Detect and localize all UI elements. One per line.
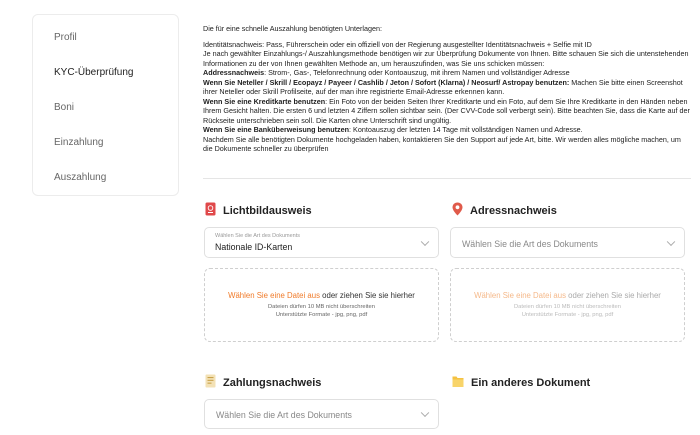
sidebar bbox=[32, 14, 179, 196]
sidebar-item-kyc[interactable]: KYC-Überprüfung bbox=[54, 67, 134, 78]
payment-document-select[interactable] bbox=[204, 399, 439, 429]
photo-id-choose-file-link[interactable]: Wählen Sie eine Datei aus bbox=[228, 291, 320, 300]
address-title: Adressnachweis bbox=[452, 202, 557, 219]
address-choose-file-link[interactable]: Wählen Sie eine Datei aus bbox=[474, 291, 566, 300]
divider bbox=[203, 178, 691, 179]
address-dropzone[interactable]: Wählen Sie eine Datei aus oder ziehen Sie sie hierher Dateien dürfen 10 MB nicht überschreiten Unterstützte Formate - jpg, png, pdf bbox=[450, 268, 685, 342]
photo-id-document-select[interactable] bbox=[204, 227, 439, 258]
ewallet-info: Wenn Sie Neteller / Skrill / Ecopayz / Payeer / Cashlib / Jeton / Sofort (Klarna) / Neosurf/ Astropay benutzen: Machen Sie bitte einen Screenshot ihrer Neteller oder Skrill Profilseite, auf der man ihre registrierte Email-Adresse erkennen kann. bbox=[203, 77, 683, 96]
identity-info: Identitätsnachweis: Pass, Führerschein oder ein offiziell von der Regierung ausgestellter Identitätsnachweis + Selfie mit ID bbox=[203, 39, 592, 49]
bank-info: Wenn Sie eine Banküberweisung benutzen: Kontoauszug der letzten 14 Tage mit vollständigen Namen und Adresse. bbox=[203, 125, 583, 134]
photo-id-select-label: Wählen Sie die Art des Dokuments bbox=[215, 233, 300, 239]
address-info: Addressnachweis: Strom-, Gas-, Telefonrechnung oder Kontoauszug, mit ihrem Namen und vollständiger Adresse bbox=[203, 68, 570, 77]
photo-id-select-value: Nationale ID-Karten bbox=[215, 242, 293, 252]
receipt-icon bbox=[205, 374, 216, 391]
location-pin-icon bbox=[452, 202, 463, 219]
card-info: Wenn Sie eine Kreditkarte benutzen: Ein Foto von der beiden Seiten Ihrer Kreditkarte und ein Foto, auf dem Sie Ihre Kreditkarte in den Händen neben Ihrem Gesicht halten. Die ersten 6 und letzten 4 Ziffern sollen sichtbar sein. (Der CVV-Code soll verbergt sein). Bitte beachten Sie, dass die Karte auf der Rückseite unterschrieben sein soll. Die Karten ohne Unterschrift sind ungültig. bbox=[203, 96, 690, 125]
address-formats: Unterstützte Formate - jpg, png, pdf bbox=[521, 312, 614, 318]
payment-select-placeholder: Wählen Sie die Art des Dokuments bbox=[216, 410, 352, 420]
method-info: Je nach gewählter Einzahlungs-/ Auszahlungsmethode benötigen wir zur Überprüfung Dokumente von Ihnen. Bitte schauen Sie sich die untenstehenden Informationen zu der von Ihnen gewählten Methode an, um herauszufinden, was Sie uns schicken müssen: bbox=[203, 49, 689, 68]
intro-heading: Die für eine schnelle Auszahlung benötigten Unterlagen: bbox=[203, 24, 383, 33]
folder-icon bbox=[452, 374, 464, 391]
chevron-down-icon bbox=[421, 409, 429, 417]
sidebar-item-auszahlung[interactable]: Auszahlung bbox=[54, 172, 107, 183]
closing-info: Nachdem Sie alle benötigten Dokumente hochgeladen haben, kontaktieren Sie den Support auf jede Art, bitte. Wir werden alles mögliche machen, um die Dokumente schneller zu überprüfen bbox=[203, 134, 681, 153]
payment-title: Zahlungsnachweis bbox=[205, 374, 321, 391]
passport-icon bbox=[205, 202, 216, 219]
other-document-title: Ein anderes Dokument bbox=[452, 374, 590, 391]
chevron-down-icon bbox=[667, 237, 675, 245]
address-select-placeholder: Wählen Sie die Art des Dokuments bbox=[462, 239, 598, 249]
photo-id-formats: Unterstützte Formate - jpg, png, pdf bbox=[275, 312, 368, 318]
requirements-text bbox=[203, 24, 691, 154]
chevron-down-icon bbox=[421, 237, 429, 245]
sidebar-item-einzahlung[interactable]: Einzahlung bbox=[54, 137, 104, 148]
address-size-limit: Dateien dürfen 10 MB nicht überschreiten bbox=[514, 304, 621, 310]
photo-id-size-limit: Dateien dürfen 10 MB nicht überschreiten bbox=[268, 304, 375, 310]
photo-id-title: Lichtbildausweis bbox=[205, 202, 312, 219]
address-document-select[interactable] bbox=[450, 227, 685, 258]
photo-id-dropzone[interactable]: Wählen Sie eine Datei aus oder ziehen Sie sie hierher Dateien dürfen 10 MB nicht überschreiten Unterstützte Formate - jpg, png, pdf bbox=[204, 268, 439, 342]
sidebar-item-boni[interactable]: Boni bbox=[54, 102, 75, 113]
sidebar-item-profil[interactable]: Profil bbox=[54, 32, 77, 43]
